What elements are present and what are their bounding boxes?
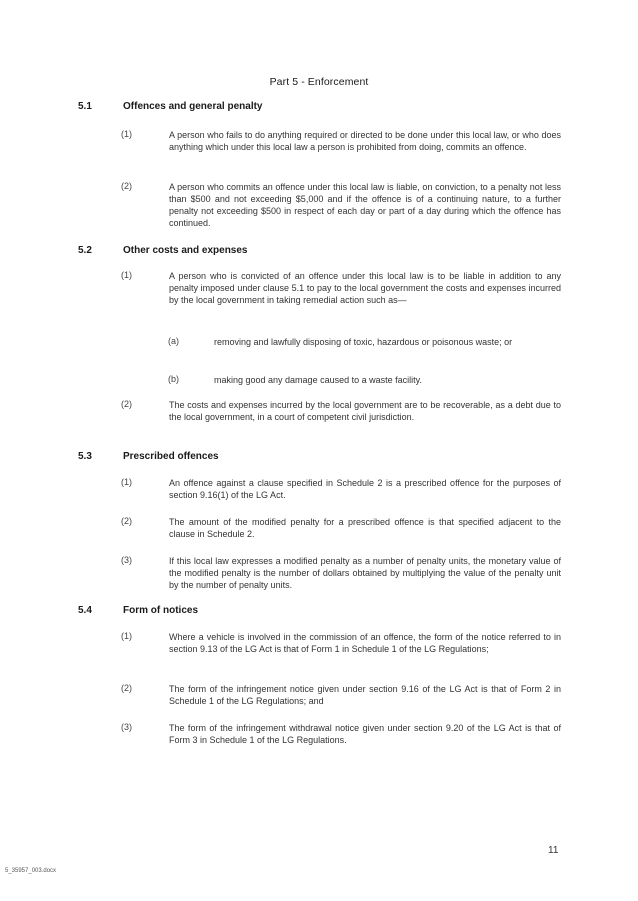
para-text: making good any damage caused to a waste facility. — [214, 375, 422, 385]
clause-number: (2) — [121, 683, 132, 693]
para-number: (a) — [168, 336, 179, 346]
clause-number: (1) — [121, 631, 132, 641]
section-number: 5.3 — [78, 451, 92, 462]
section-number: 5.4 — [78, 605, 92, 616]
section-number: 5.1 — [78, 101, 92, 112]
clause-number: (2) — [121, 399, 132, 409]
clause-text: An offence against a clause specified in Schedule 2 is a prescribed offence for the purposes of section 9.16(1) of the LG Act. — [169, 478, 561, 500]
section-5-4-heading — [0, 605, 638, 621]
file-reference: 5_35957_003.docx — [5, 868, 57, 874]
section-5-2-heading — [0, 245, 638, 261]
clause-text: If this local law expresses a modified penalty as a number of penalty units, the monetary value of the modified penalty is the number of dollars obtained by multiplying the value of the penalty unit by the number of penalty units. — [169, 556, 561, 590]
clause-number: (1) — [121, 477, 132, 487]
clause-number: (1) — [121, 129, 132, 139]
clause-number: (3) — [121, 722, 132, 732]
section-number: 5.2 — [78, 245, 92, 256]
clause-number: (2) — [121, 516, 132, 526]
clause-number: (3) — [121, 555, 132, 565]
section-title: Prescribed offences — [123, 451, 219, 462]
clause-text: The form of the infringement notice given under section 9.16 of the LG Act is that of Form 2 in Schedule 1 of the LG Regulations; and — [169, 684, 561, 706]
page-number: 11 — [548, 845, 559, 856]
section-title: Offences and general penalty — [123, 101, 263, 112]
clause-number: (1) — [121, 270, 132, 280]
clause-text: Where a vehicle is involved in the commission of an offence, the form of the notice referred to in section 9.13 of the LG Act is that of Form 1 in Schedule 1 of the LG Regulations; — [169, 632, 561, 654]
section-5-3-heading — [0, 451, 638, 467]
para-text: removing and lawfully disposing of toxic, hazardous or poisonous waste; or — [214, 337, 513, 347]
clause-text: A person who fails to do anything required or directed to be done under this local law, or who does anything which under this local law a person is prohibited from doing, commits an offence. — [169, 130, 561, 152]
clause-text: The form of the infringement withdrawal notice given under section 9.20 of the LG Act is that of Form 3 in Schedule 1 of the LG Regulations. — [169, 723, 561, 745]
section-title: Other costs and expenses — [123, 245, 248, 256]
clause-number: (2) — [121, 181, 132, 191]
clause-text: The costs and expenses incurred by the local government are to be recoverable, as a debt due to the local government, in a court of competent civil jurisdiction. — [169, 400, 561, 422]
section-title: Form of notices — [123, 605, 199, 616]
clause-text: The amount of the modified penalty for a prescribed offence is that specified adjacent to the clause in Schedule 2. — [169, 517, 561, 539]
clause-text: A person who commits an offence under this local law is liable, on conviction, to a penalty not less than $500 and not exceeding $5,000 and if the offence is of a continuing nature, to a further penalty not exceeding $500 in respect of each day or part of a day during which the offence has continued. — [169, 182, 561, 228]
section-5-1-heading — [0, 101, 638, 117]
part-title: Part 5 - Enforcement — [269, 76, 369, 88]
clause-text: A person who is convicted of an offence under this local law is to be liable in addition to any penalty imposed under clause 5.1 to pay to the local government the costs and expenses incurred by the local government in taking remedial action such as— — [169, 271, 561, 305]
para-number: (b) — [168, 374, 179, 384]
